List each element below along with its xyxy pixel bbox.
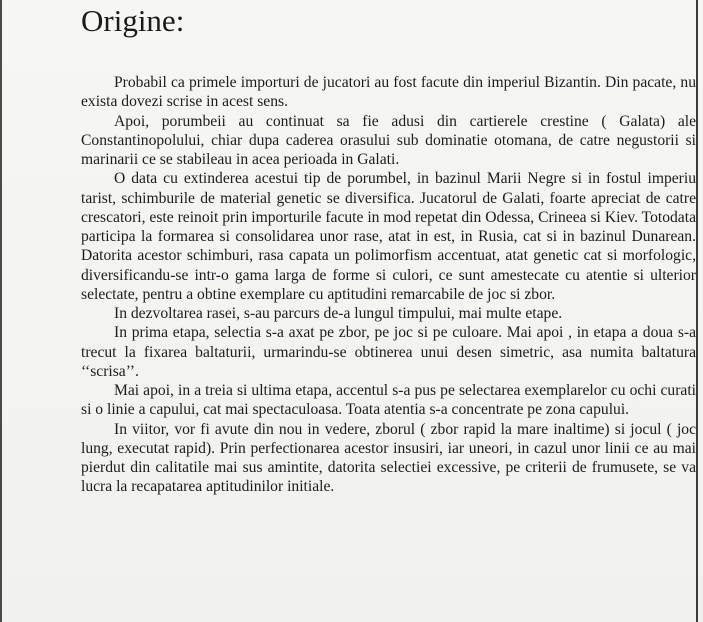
paragraph-expansion: O data cu extinderea acestui tip de porumbel, in bazinul Marii Negre si in fostul imperiu tarist, schimburile de material genetic se diversifica. Jucatorul de Galati, foarte apreciat de catre crescatori, este reinoit prin importurile facute in mod repetat din Odessa, Crineea si Kiev. Totodata participa la formarea si consolidarea unor rase, atat in est, in Rusia, cat si in bazinul Dunarean. Datorita acestor schimburi, rasa capata un polimorfism accentuat, atat genetic cat si morfologic, diversificandu-se intr-o gama larga de forme si culori, ce sunt amestecate cu atentie si ulterior selectate, pentru a obtine exemplare cu aptitudini remarcabile de joc si zbor.: [81, 170, 696, 303]
document-title: Origine:: [81, 3, 185, 38]
paragraph-constantinople: Apoi, porumbeii au continuat sa fie adusi din cartierele crestine ( Galata) ale Constantinopolului, chiar dupa caderea orasului sub dominatie otomana, de catre negustorii si marinarii ce se stabileau in acea perioada in Galati.: [81, 112, 696, 168]
paragraph-third-stage: Mai apoi, in a treia si ultima etapa, accentul s-a pus pe selectarea exemplarelor cu ochi curati si o linie a capului, cat mai spectaculoasa. Toata atentia s-a concentrate pe zona capului.: [81, 382, 696, 419]
page-edge-right: [696, 0, 698, 622]
paragraph-first-stage: In prima etapa, selectia s-a axat pe zbor, pe joc si pe culoare. Mai apoi , in etapa a doua s-a trecut la fixarea baltaturii, urmarindu-se obtinerea unui desen simetric, asa numita baltatura ‘‘scrisa’’.: [81, 324, 696, 380]
paragraph-future: In viitor, vor fi avute din nou in vedere, zborul ( zbor rapid la mare inaltime) si jocul ( joc lung, executat rapid). Prin perfectionarea acestor insusiri, iar uneori, in cazul unor linii ce au mai pierdut din calitatile mai sus amintite, datorita selectiei excessive, pe criterii de frumusete, se va lucra la recapatarea aptitudinilor initiale.: [81, 420, 696, 496]
paragraph-stages-intro: In dezvoltarea rasei, s-au parcurs de-a lungul timpului, mai multe etape.: [114, 305, 563, 322]
document-body: [81, 73, 696, 497]
paragraph-intro: Probabil ca primele importuri de jucatori au fost facute din imperiul Bizantin. Din pacate, nu exista dovezi scrise in acest sens.: [81, 74, 696, 111]
page-edge-left: [0, 0, 2, 622]
